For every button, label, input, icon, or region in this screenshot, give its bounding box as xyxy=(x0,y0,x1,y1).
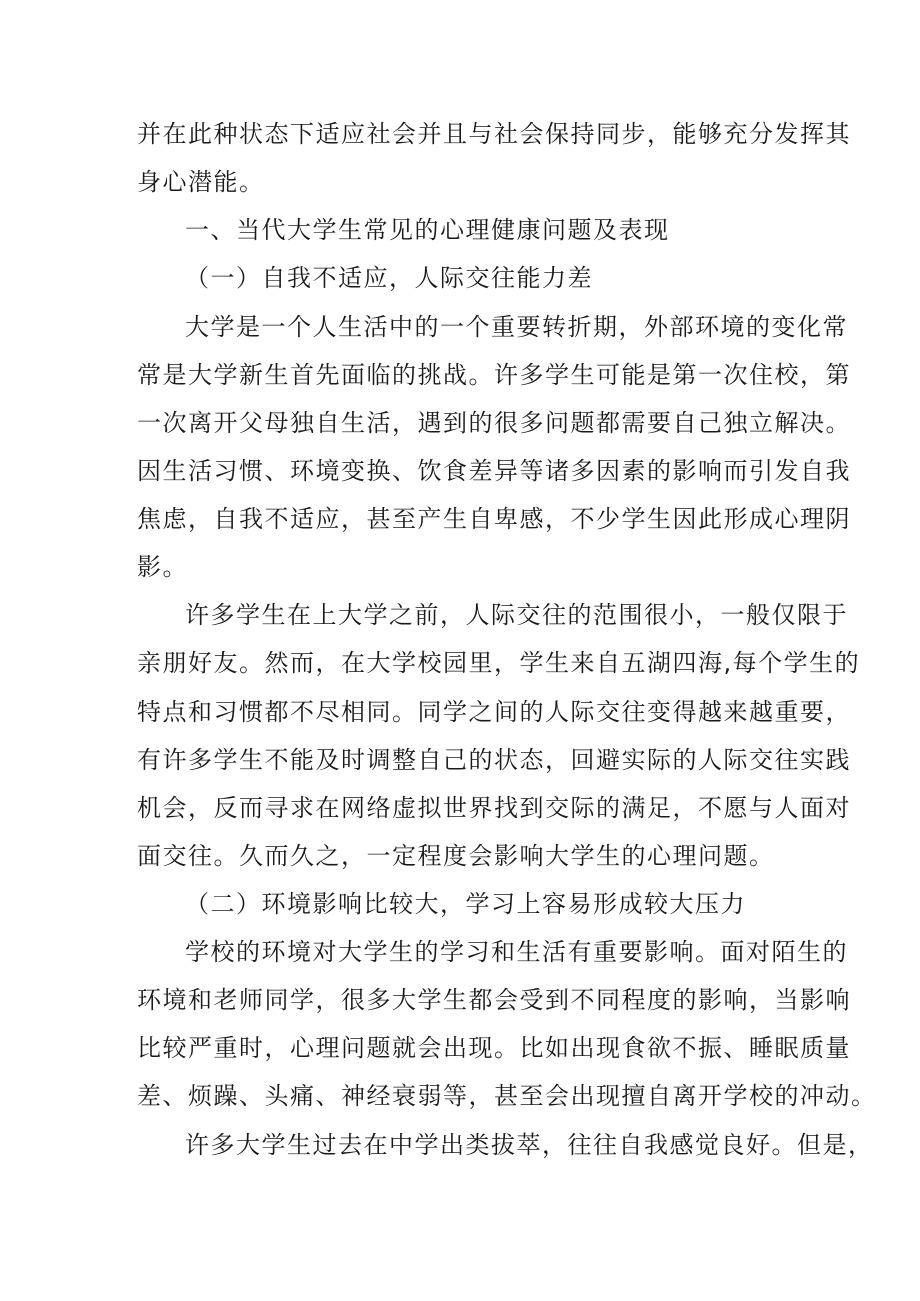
text-line: 影。 xyxy=(137,553,188,581)
text-line: 亲朋好友。然而，在大学校园里，学生来自五湖四海,每个学生的 xyxy=(137,649,861,677)
text-line: 环境和老师同学，很多大学生都会受到不同程度的影响，当影响 xyxy=(137,986,851,1014)
text-line: 并在此种状态下适应社会并且与社会保持同步，能够充分发挥其 xyxy=(137,120,851,148)
text-line: 许多大学生过去在中学出类拔萃，往往自我感觉良好。但是， xyxy=(185,1131,874,1159)
text-line: 有许多学生不能及时调整自己的状态，回避实际的人际交往实践 xyxy=(137,746,851,774)
text-line: 焦虑，自我不适应，甚至产生自卑感，不少学生因此形成心理阴 xyxy=(137,505,851,533)
text-line: 大学是一个人生活中的一个重要转折期，外部环境的变化常 xyxy=(185,313,848,341)
text-line: 一次离开父母独自生活，遇到的很多问题都需要自己独立解决。 xyxy=(137,409,851,437)
text-line: 身心潜能。 xyxy=(137,168,265,196)
subsection-heading: （二）环境影响比较大，学习上容易形成较大压力 xyxy=(185,890,746,918)
text-line: 常是大学新生首先面临的挑战。许多学生可能是第一次住校，第 xyxy=(137,361,851,389)
text-line: 因生活习惯、环境变换、饮食差异等诸多因素的影响而引发自我 xyxy=(137,457,851,485)
text-line: 面交往。久而久之，一定程度会影响大学生的心理问题。 xyxy=(137,842,775,870)
text-line: 学校的环境对大学生的学习和生活有重要影响。面对陌生的 xyxy=(185,938,848,966)
text-line: 差、烦躁、头痛、神经衰弱等，甚至会出现擅自离开学校的冲动。 xyxy=(137,1082,877,1110)
text-line: 特点和习惯都不尽相同。同学之间的人际交往变得越来越重要， xyxy=(137,698,851,726)
section-heading: 一、当代大学生常见的心理健康问题及表现 xyxy=(185,216,670,244)
text-line: 比较严重时，心理问题就会出现。比如出现食欲不振、睡眠质量 xyxy=(137,1034,851,1062)
subsection-heading: （一）自我不适应，人际交往能力差 xyxy=(185,264,593,292)
text-line: 许多学生在上大学之前，人际交往的范围很小，一般仅限于 xyxy=(185,601,848,629)
text-line: 机会，反而寻求在网络虚拟世界找到交际的满足，不愿与人面对 xyxy=(137,794,851,822)
